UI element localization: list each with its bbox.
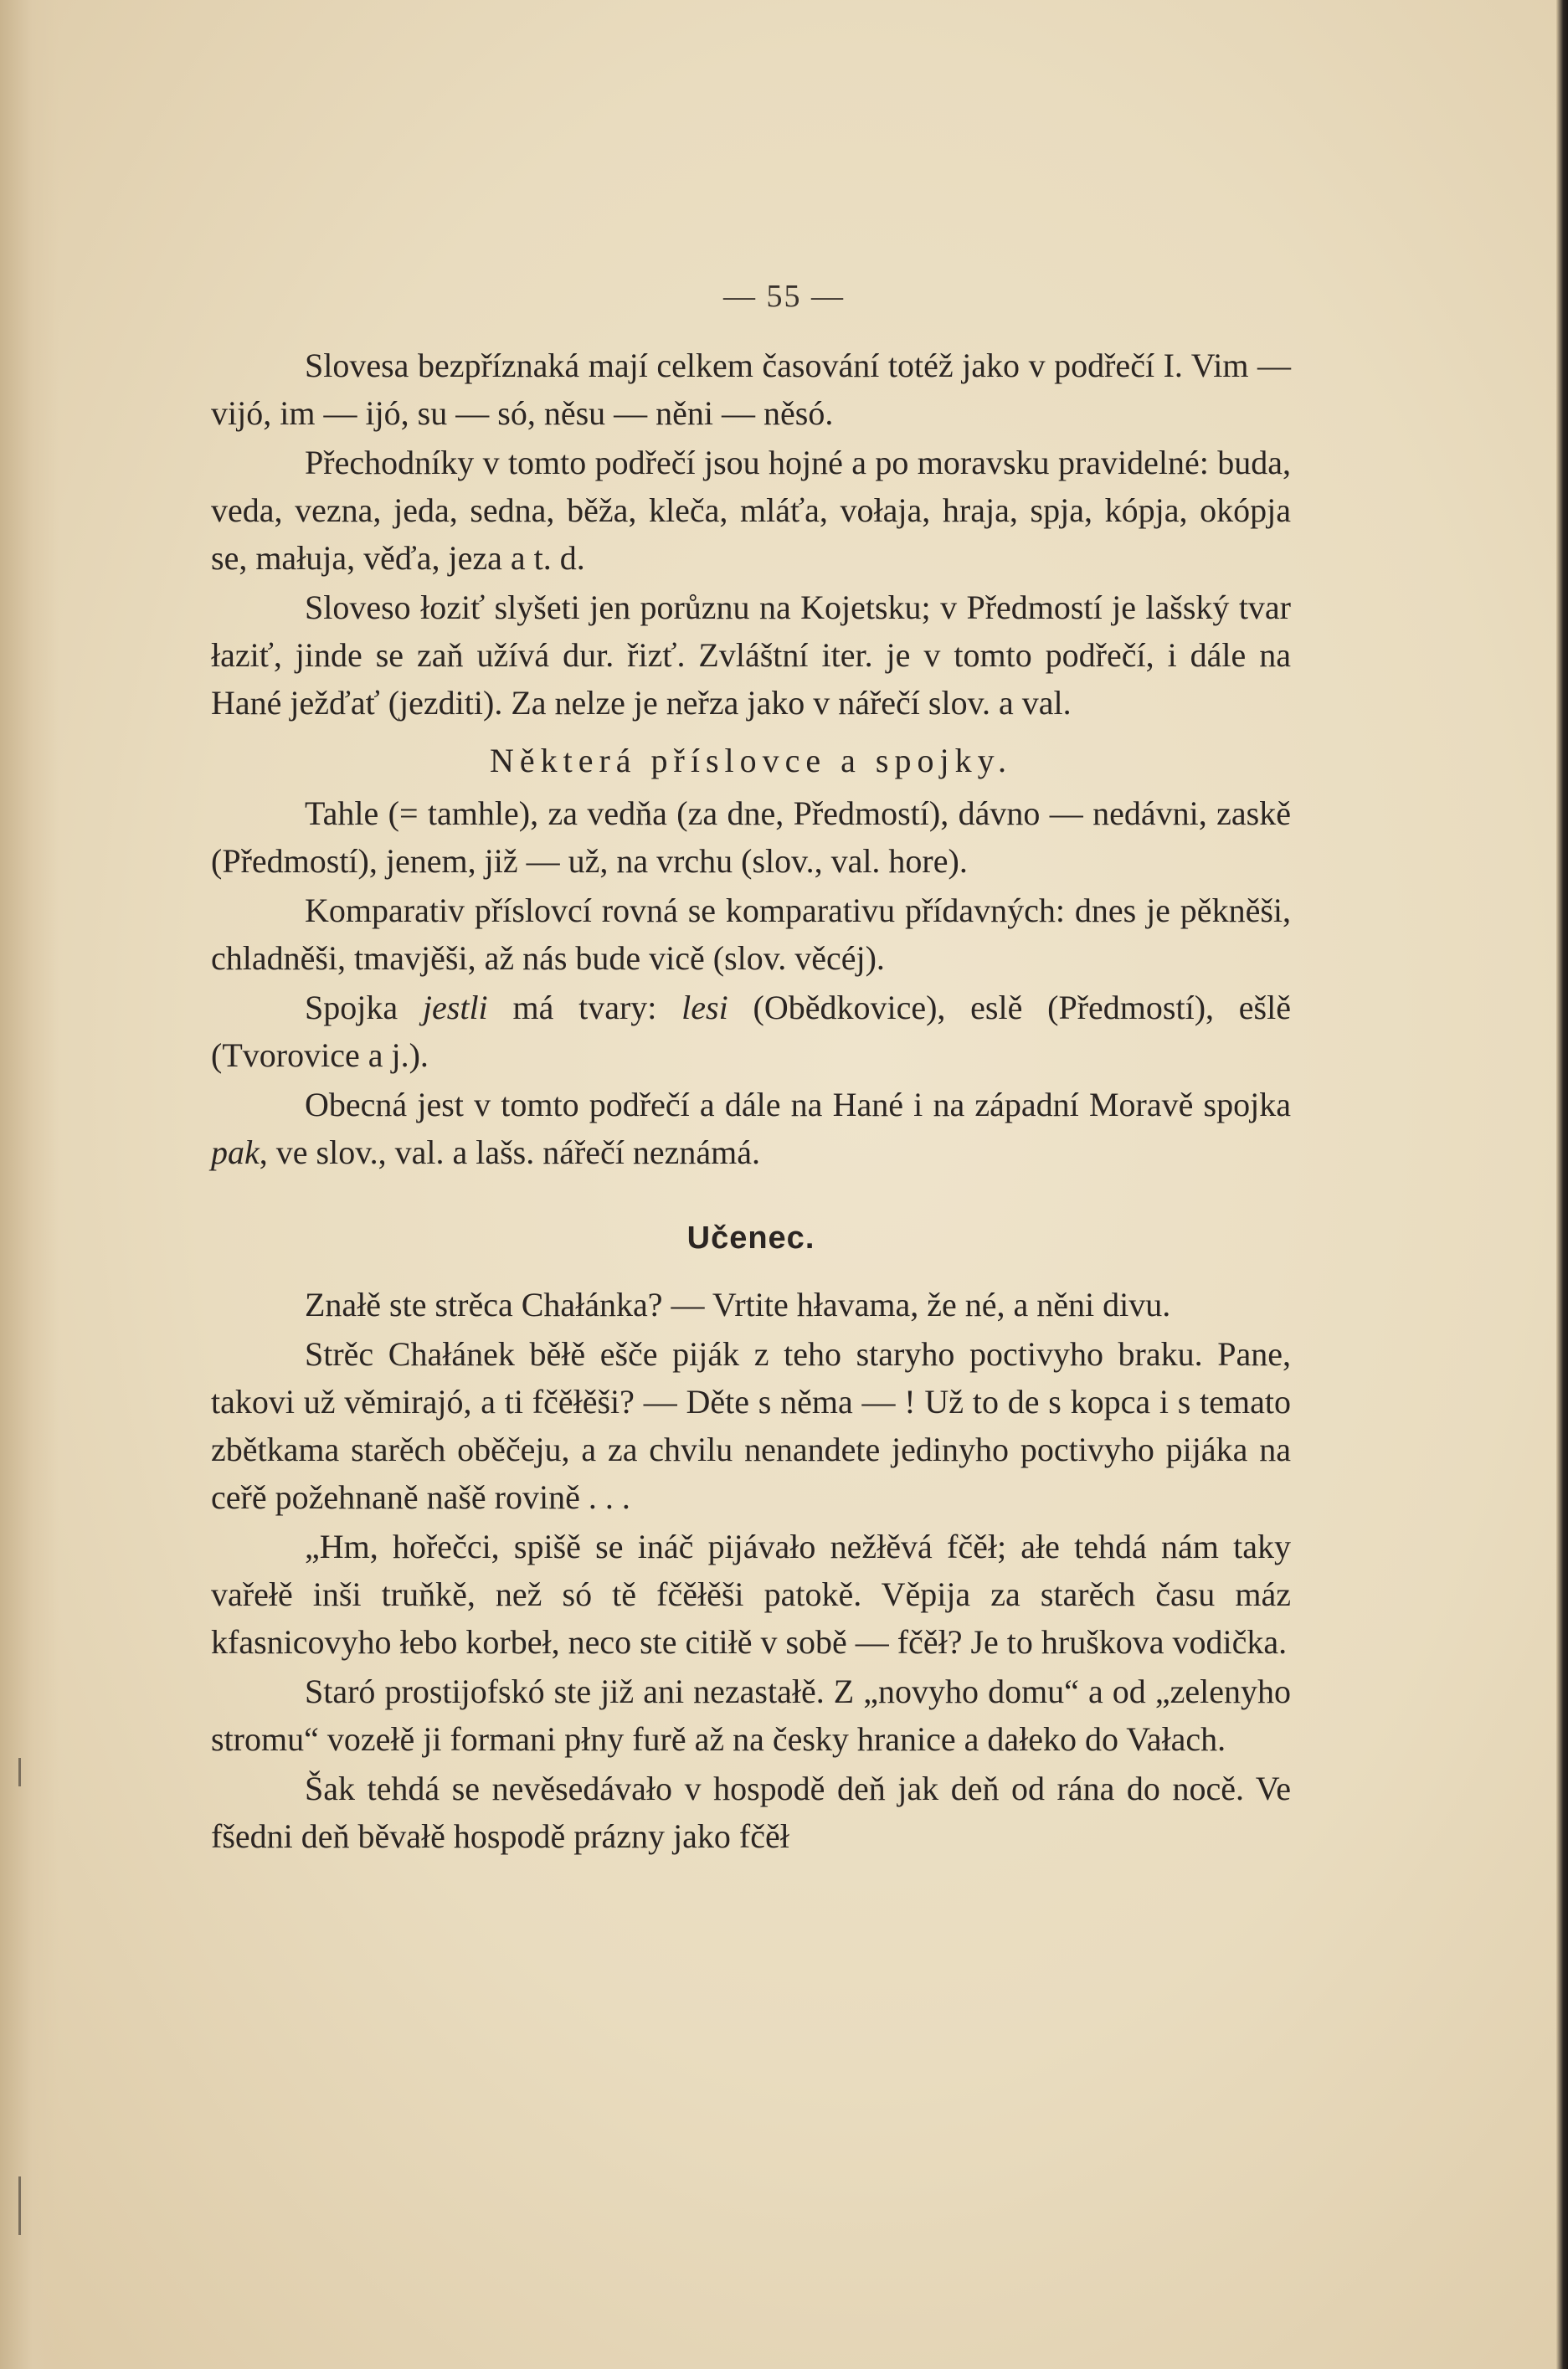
edge-mark xyxy=(18,1758,21,1786)
story-paragraph: Strěc Chałánek běłě ešče piják z teho staryho poctivyho braku. Pane, takovi už věmirajó, a ti fčěłěši? — Děte s něma — ! Už to de s kopca i s temato zbětkama starěch oběčeju, a za chvilu nenandete jedinyho poctivyho pijáka na ceřě požehnaně našě rovině . . . xyxy=(211,1335,1291,1516)
story-paragraph: Šak tehdá se nevěsedávało v hospodě deň jak deň od rána do nocě. Ve fšedni deň běvałě hospodě prázny jako fčěł xyxy=(211,1770,1291,1855)
italic-word: pak xyxy=(211,1133,260,1171)
story-paragraph: „Hm, hořečci, spišě se ináč pijávało nežłěvá fčěł; ałe tehdá nám taky vařełě inši truňkě, než só tě fčěłěši patokě. Věpija za starěch času máz kfasnicovyho łebo korbeł, neco ste citiłě v sobě — fčěł? Je to hruškova vodička. xyxy=(211,1528,1291,1661)
page-edge xyxy=(1556,0,1568,2369)
text-run: Obecná jest v tomto podřečí a dále na Hané i na západní Moravě spojka xyxy=(305,1086,1291,1123)
paragraph: Komparativ příslovcí rovná se komparativu přídavných: dnes je pěkněši, chladněši, tmavjěši, až nás bude vicě (slov. věcéj). xyxy=(211,892,1291,977)
edge-mark xyxy=(18,2176,21,2235)
story-paragraph: Znałě ste strěca Chałánka? — Vrtite hłavama, že né, a něni divu. xyxy=(305,1286,1171,1323)
paragraph-spojka xyxy=(211,984,1291,1079)
story-title: Učenec. xyxy=(686,1220,815,1256)
paragraph-obecna xyxy=(211,1081,1291,1176)
text-run: , ve slov., val. a lašs. nářečí neznámá. xyxy=(259,1133,761,1171)
section-heading: Některá příslovce a spojky. xyxy=(489,742,1013,779)
text-run: má tvary: xyxy=(487,989,682,1026)
text-run: (Obědkovice), eslě (Předmostí), ešlě (Tvorovice a j.). xyxy=(211,989,1291,1074)
text-run: Spojka xyxy=(305,989,423,1026)
paragraph: Tahle (= tamhle), za vedňa (za dne, Předmostí), dávno — nedávni, zaskě (Předmostí), jenem, již — už, na vrchu (slov., val. hore). xyxy=(211,794,1291,880)
page-number: — 55 — xyxy=(723,279,845,314)
italic-word: jestli xyxy=(422,989,488,1026)
italic-word: lesi xyxy=(681,989,728,1026)
story-paragraph: Staró prostijofskó ste již ani nezastałě. Z „novyho domu“ a od „zelenyho stromu“ vozełě ji formani płny furě až na česky hranice a dałeko do Vałach. xyxy=(211,1673,1291,1758)
paragraph: Slovesa bezpříznaká mají celkem časování totéž jako v podřečí I. Vim — vijó, im — ijó, su — só, něsu — něni — něsó. xyxy=(211,347,1291,432)
paragraph: Přechodníky v tomto podřečí jsou hojné a po moravsku pravidelné: buda, veda, vezna, jeda, sedna, běža, kleča, mláťa, vołaja, hraja, spja, kópja, okópja se, małuja, věďa, jeza a t. d. xyxy=(211,444,1291,577)
text-body xyxy=(211,342,1291,1860)
spine-shadow xyxy=(0,0,59,2369)
paragraph: Sloveso łoziť slyšeti jen porůznu na Kojetsku; v Předmostí je lašský tvar łaziť, jinde se zaň užívá dur. řizť. Zvláštní iter. je v tomto podřečí, i dále na Hané ježďať (jezditi). Za nelze je neřza jako v nářečí slov. a val. xyxy=(211,588,1291,722)
